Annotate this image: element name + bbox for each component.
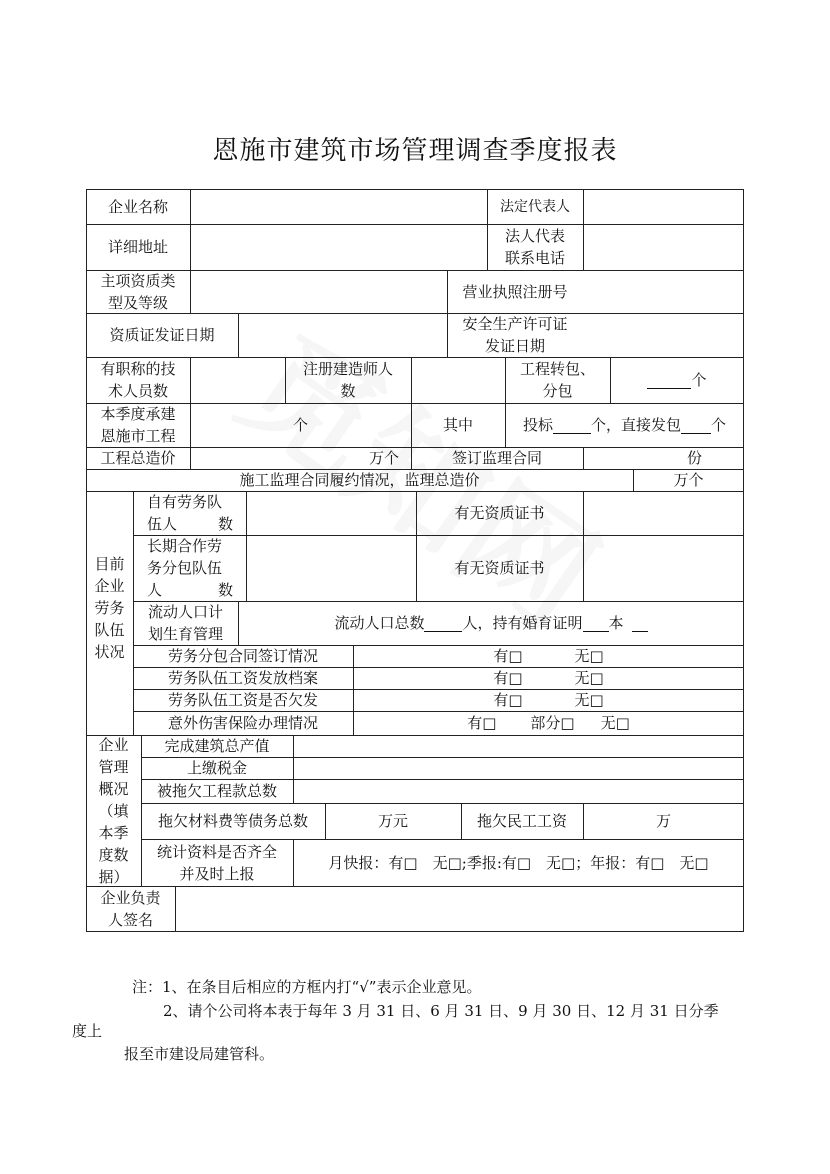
insurance-options xyxy=(353,711,744,735)
qualification-label-line2: 型及等级 xyxy=(107,293,168,312)
owed-field[interactable] xyxy=(293,779,744,803)
company-name-label: 企业名称 xyxy=(107,197,168,216)
note-line-4: 报至市建设局建管科。 xyxy=(124,1045,275,1063)
supervision-contract-label: 签订监理合同 xyxy=(451,449,542,467)
subcontract-label-line1: 工程转包、 xyxy=(519,360,595,378)
signature-label-line1: 企业负责 xyxy=(100,889,161,907)
legal-rep-field[interactable] xyxy=(583,189,744,224)
bid-direct-field[interactable] xyxy=(505,403,744,447)
floating-extra-blank[interactable] xyxy=(632,615,648,632)
insurance-yes-checkbox[interactable]: 有□ xyxy=(467,714,497,732)
contract-sign-label: 劳务分包合同签订情况 xyxy=(167,647,318,665)
material-debt-unit: 万元 xyxy=(377,812,408,830)
stats-report-line1: 统计资料是否齐全 xyxy=(156,842,277,861)
season-projects-label xyxy=(86,403,190,447)
insurance-partial-checkbox[interactable]: 部分□ xyxy=(530,714,575,732)
note-line-2: 2、请个公司将本表于每年 3 月 31 日、6 月 31 日、9 月 30 日、12 月 31 日分季 xyxy=(163,1002,719,1020)
own-labor-cert-field[interactable] xyxy=(583,491,744,535)
tax-label: 上缴税金 xyxy=(186,759,247,777)
wage-archive-yes-checkbox[interactable]: 有□ xyxy=(493,669,523,687)
management-section-line6: 度数 xyxy=(98,845,129,864)
tax-field[interactable] xyxy=(293,757,744,779)
floating-population-label xyxy=(133,601,238,645)
marriage-cert-blank[interactable] xyxy=(583,615,609,632)
legal-phone-label-line1: 法人代表 xyxy=(504,227,565,245)
company-name-field[interactable] xyxy=(190,189,487,224)
contract-sign-options xyxy=(353,645,744,667)
wage-arrears-label: 劳务队伍工资是否欠发 xyxy=(167,691,318,709)
subcontract-blank[interactable] xyxy=(647,372,691,389)
page-title: 恩施市建筑市场管理调查季度报表 xyxy=(212,136,618,166)
labor-section-label xyxy=(86,491,133,735)
supervision-contract-field[interactable] xyxy=(583,447,744,469)
qual-date-label: 资质证发证日期 xyxy=(109,326,215,344)
output-label: 完成建筑总产值 xyxy=(164,737,270,755)
own-labor-field[interactable] xyxy=(246,491,416,535)
among-label: 其中 xyxy=(442,416,473,434)
management-section-line7: 据） xyxy=(98,867,129,886)
long-term-cert-label: 有无资质证书 xyxy=(454,559,545,577)
long-term-labor-line1: 长期合作劳 xyxy=(147,537,223,555)
management-section-line1: 企业 xyxy=(98,735,129,754)
safety-permit-label xyxy=(447,313,583,357)
own-labor-cert-label: 有无资质证书 xyxy=(454,504,545,522)
supervision-performance-label: 施工监理合同履约情况，监理总造价 xyxy=(239,471,480,489)
long-term-labor-line2: 务分包队伍 xyxy=(147,559,223,577)
long-term-labor-line3b: 数 xyxy=(217,581,233,599)
management-section-line5: 本季 xyxy=(98,823,129,842)
bid-blank[interactable] xyxy=(553,417,591,434)
stats-report-label xyxy=(141,839,293,886)
qual-date-field[interactable] xyxy=(238,313,447,357)
floating-mid-label: 人，持有婚育证明 xyxy=(462,614,583,632)
owed-label: 被拖欠工程款总数 xyxy=(156,782,277,800)
note-line-1: 注：1、在条目后相应的方框内打“√”表示企业意见。 xyxy=(132,978,482,996)
safety-permit-label-line1: 安全生产许可证 xyxy=(462,315,568,333)
note-line-3: 度上 xyxy=(72,1022,103,1040)
subcontract-unit: 个 xyxy=(691,371,707,389)
qualification-label-line1: 主项资质类 xyxy=(100,271,176,290)
wage-arrears-options xyxy=(353,689,744,711)
subcontract-label xyxy=(505,357,610,403)
wage-arrears-no-checkbox[interactable]: 无□ xyxy=(574,691,604,709)
wage-archive-label: 劳务队伍工资发放档案 xyxy=(167,669,318,687)
report-form-table xyxy=(86,189,744,932)
legal-phone-field[interactable] xyxy=(583,224,744,270)
architect-count-field[interactable] xyxy=(411,357,505,403)
management-section-line4: （填 xyxy=(98,801,129,820)
material-debt-label: 拖欠材料费等债务总数 xyxy=(157,812,308,830)
subcontract-field[interactable] xyxy=(610,357,744,403)
tech-staff-field[interactable] xyxy=(190,357,285,403)
management-section-line3: 概况 xyxy=(98,779,129,798)
total-cost-unit: 万个 xyxy=(368,449,399,467)
contract-sign-no-checkbox[interactable]: 无□ xyxy=(574,647,604,665)
tech-staff-label xyxy=(86,357,190,403)
wage-archive-no-checkbox[interactable]: 无□ xyxy=(574,669,604,687)
wage-archive-options xyxy=(353,667,744,689)
floating-population-field[interactable] xyxy=(238,601,744,645)
stats-report-options[interactable]: 月快报：有□ 无□;季报:有□ 无□；年报：有□ 无□ xyxy=(328,853,709,872)
supervision-performance-field[interactable] xyxy=(633,469,744,491)
season-projects-unit: 个 xyxy=(292,416,308,434)
legal-phone-label-line2: 联系电话 xyxy=(504,249,565,267)
floating-total-label: 流动人口总数 xyxy=(334,614,425,632)
tech-staff-label-line2: 术人员数 xyxy=(107,382,168,400)
long-term-labor-line3a: 人 xyxy=(147,581,163,599)
long-term-cert-field[interactable] xyxy=(583,535,744,601)
architect-count-label-line1: 注册建造师人 xyxy=(302,360,393,378)
tech-staff-label-line1: 有职称的技 xyxy=(100,360,176,378)
own-labor-line2a: 伍人 xyxy=(147,515,178,533)
long-term-labor-line3 xyxy=(147,579,233,601)
worker-wage-label: 拖欠民工工资 xyxy=(476,812,567,830)
material-debt-field[interactable] xyxy=(325,803,461,839)
direct-blank[interactable] xyxy=(681,417,711,434)
architect-count-label-line2: 数 xyxy=(340,382,356,400)
labor-section-line4: 队伍 xyxy=(94,621,125,639)
worker-wage-unit: 万 xyxy=(655,812,671,830)
total-cost-label: 工程总造价 xyxy=(100,449,176,467)
safety-permit-label-line2: 发证日期 xyxy=(484,337,545,355)
output-field[interactable] xyxy=(293,735,744,757)
labor-section-line1: 目前 xyxy=(94,555,125,573)
contract-sign-yes-checkbox[interactable]: 有□ xyxy=(493,647,523,665)
address-field[interactable] xyxy=(190,224,487,270)
insurance-no-checkbox[interactable]: 无□ xyxy=(600,714,630,732)
direct-label: 个，直接发包 xyxy=(590,416,681,434)
license-no-field[interactable] xyxy=(583,270,744,313)
total-cost-field[interactable] xyxy=(190,447,411,469)
stats-report-line2: 并及时上报 xyxy=(179,864,255,883)
license-no-label: 营业执照注册号 xyxy=(462,282,568,301)
floating-population-line2: 划生育管理 xyxy=(147,625,223,643)
own-labor-label xyxy=(133,491,246,535)
subcontract-label-line2: 分包 xyxy=(542,382,573,400)
long-term-labor-label xyxy=(133,535,246,601)
own-labor-line1: 自有劳务队 xyxy=(147,493,223,511)
management-section-label xyxy=(86,735,141,886)
legal-rep-label: 法定代表人 xyxy=(500,198,570,215)
own-labor-line2b: 数 xyxy=(217,515,233,533)
labor-section-line5: 状况 xyxy=(94,643,125,661)
labor-section-line2: 企业 xyxy=(94,577,125,595)
signature-label-line2: 人签名 xyxy=(107,911,153,929)
insurance-label: 意外伤害保险办理情况 xyxy=(167,714,318,732)
address-label: 详细地址 xyxy=(107,238,168,256)
season-projects-label-line1: 本季度承建 xyxy=(100,405,176,423)
supervision-contract-unit: 份 xyxy=(686,449,702,467)
wage-arrears-yes-checkbox[interactable]: 有□ xyxy=(493,691,523,709)
floating-end-label: 本 xyxy=(608,614,624,632)
direct-unit: 个 xyxy=(711,416,727,434)
signature-field[interactable] xyxy=(175,886,744,932)
architect-count-label xyxy=(285,357,411,403)
season-projects-label-line2: 恩施市工程 xyxy=(100,427,176,445)
bid-label: 投标 xyxy=(522,416,553,434)
supervision-performance-unit: 万个 xyxy=(673,471,704,489)
own-labor-line2 xyxy=(147,513,233,535)
season-projects-field[interactable] xyxy=(190,403,411,447)
floating-total-blank[interactable] xyxy=(424,615,462,632)
signature-label xyxy=(86,886,175,932)
safety-permit-field[interactable] xyxy=(583,313,744,357)
floating-population-line1: 流动人口计 xyxy=(147,603,223,621)
legal-phone-label xyxy=(487,224,583,270)
management-section-line2: 管理 xyxy=(98,757,129,776)
qualification-label xyxy=(86,270,190,313)
worker-wage-field[interactable] xyxy=(583,803,744,839)
labor-section-line3: 劳务 xyxy=(94,599,125,617)
qualification-field[interactable] xyxy=(190,270,447,313)
long-term-labor-field[interactable] xyxy=(246,535,416,601)
